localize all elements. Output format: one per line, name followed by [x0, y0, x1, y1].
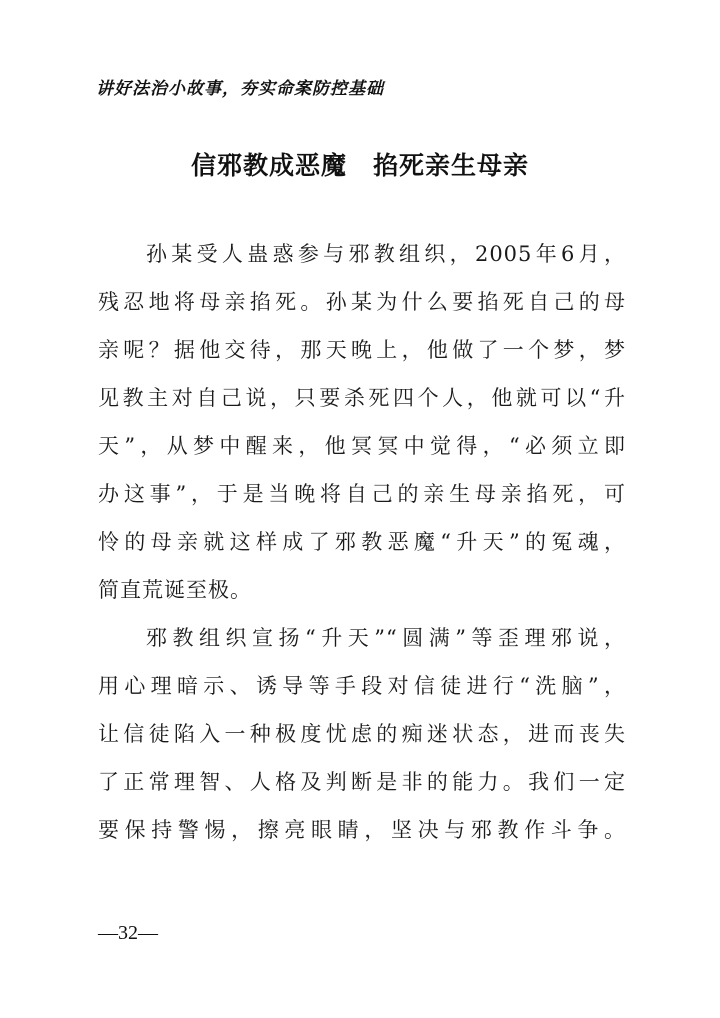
body-line: 怜的母亲就这样成了邪教恶魔“升天”的冤魂，	[98, 530, 626, 554]
body-line: 让信徒陷入一种极度忧虑的痴迷状态，进而丧失	[98, 722, 626, 746]
body-line: 邪教组织宣扬“升天”“圆满”等歪理邪说，	[146, 626, 626, 650]
body-line: 简直荒诞至极。	[98, 578, 252, 602]
body-line: 孙某受人蛊惑参与邪教组织，2005年6月，	[146, 242, 626, 266]
body-line: 用心理暗示、诱导等手段对信徒进行“洗脑”，	[98, 674, 626, 698]
body-line: 残忍地将母亲掐死。孙某为什么要掐死自己的母	[98, 290, 626, 314]
body-line: 了正常理智、人格及判断是非的能力。我们一定	[98, 770, 626, 794]
article-body	[98, 230, 626, 854]
body-line: 天”，从梦中醒来，他冥冥中觉得，“必须立即	[98, 434, 626, 458]
body-line: 见教主对自己说，只要杀死四个人，他就可以“升	[98, 386, 626, 410]
body-line: 亲呢？据他交待，那天晚上，他做了一个梦，梦	[98, 338, 626, 362]
body-line: 要保持警惕，擦亮眼睛，坚决与邪教作斗争。	[98, 818, 626, 842]
running-head: 讲好法治小故事，夯实命案防控基础	[96, 79, 384, 99]
page-number: —32—	[98, 922, 158, 944]
article-title: 信邪教成恶魔 掐死亲生母亲	[190, 151, 529, 180]
body-line: 办这事”，于是当晚将自己的亲生母亲掐死，可	[98, 482, 626, 506]
